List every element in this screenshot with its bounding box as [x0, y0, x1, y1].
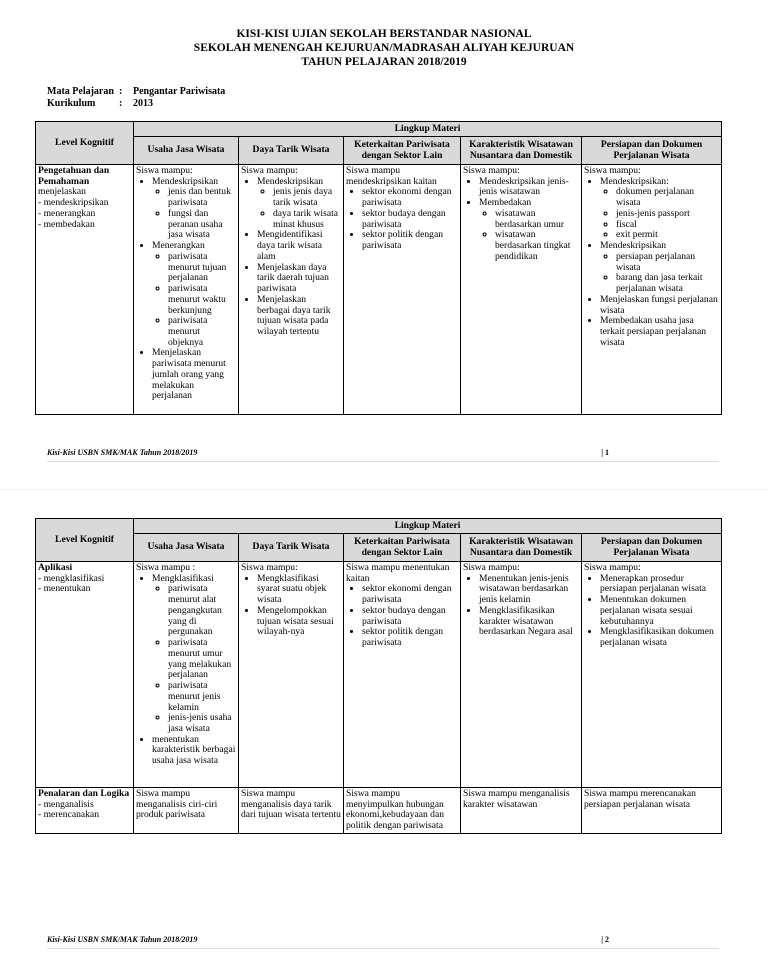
item-text: Menerangkan	[152, 240, 205, 252]
cell-usaha-jasa	[134, 165, 239, 415]
header-karakteristik: Karakteristik Wisatawan Nusantara dan Domestik	[461, 534, 582, 562]
cell-intro: Siswa mampu:	[463, 165, 520, 176]
page-number: | 2	[601, 935, 609, 944]
list-item: • Menentukan jenis-jenis wisatawan berdasarkan jenis kelamin	[479, 574, 579, 606]
subject-info	[47, 86, 225, 110]
cell-daya-tarik	[239, 562, 344, 788]
level-title: Penalaran dan Logika	[38, 788, 130, 799]
title-line-3: TAHUN PELAJARAN 2018/2019	[301, 56, 467, 68]
list-item: • Mengklasifikasikan karakter wisatawan berdasarkan Negara asal	[479, 606, 579, 638]
level-item: - mendeskripsikan	[38, 197, 109, 209]
list-item: • Membedakan usaha jasa terkait persiapan perjalanan wisata	[600, 316, 719, 348]
list-item: • menentukan karakteristik berbagai usaha jasa wisata	[152, 735, 236, 767]
header-level-kognitif: Level Kognitif	[36, 519, 134, 562]
cell-intro: Siswa mampu:	[241, 562, 298, 573]
cell-karakteristik	[461, 562, 582, 788]
cell-keterkaitan: Siswa mampu menyimpulkan hubungan ekonomi,kebudayaan dan politik dengan pariwisata	[344, 788, 461, 834]
list-item: ◦ persiapan perjalanan wisata	[616, 252, 719, 273]
list-item: • sektor budaya dengan pariwisata	[362, 606, 458, 627]
cell-karakteristik: Siswa mampu menganalisis karakter wisatawan	[461, 788, 582, 834]
list-item: ◦ daya tarik wisata minat khusus	[273, 209, 341, 230]
level-cell	[36, 165, 134, 415]
list-item: ◦ pariwisata menurut umur yang melakukan perjalanan	[168, 638, 236, 681]
list-item: ◦ wisatawan berdasarkan umur	[495, 209, 579, 230]
list-item: ◦ jenis jenis daya tarik wisata	[273, 187, 341, 208]
header-keterkaitan: Keterkaitan Pariwisata dengan Sektor Lain	[344, 534, 461, 562]
cell-karakteristik	[461, 165, 582, 415]
item-text: Mendeskripsikan	[152, 175, 219, 187]
list-item: ◦ pariwisata menurut waktu berkunjung	[168, 284, 236, 316]
header-usaha-jasa: Usaha Jasa Wisata	[134, 534, 239, 562]
cell-keterkaitan	[344, 165, 461, 415]
cell-daya-tarik	[239, 165, 344, 415]
item-text: Mendeskripsikan	[600, 240, 667, 252]
header-level-kognitif: Level Kognitif	[36, 122, 134, 165]
list-item: • sektor politik dengan pariwisata	[362, 627, 458, 648]
cell-intro: Siswa mampu :	[136, 562, 196, 573]
list-item: • Mendeskripsikan jenis-jenis wisatawan	[479, 177, 579, 198]
level-item: - menerangkan	[38, 207, 96, 219]
list-item: ◦ pariwisata menurut tujuan perjalanan	[168, 252, 236, 284]
list-item: • Menjelaskan pariwisata menurut jumlah orang yang melakukan perjalanan	[152, 348, 236, 402]
header-daya-tarik: Daya Tarik Wisata	[239, 534, 344, 562]
header-karakteristik: Karakteristik Wisatawan Nusantara dan Domestik	[461, 137, 582, 165]
list-item: ◦ dokumen perjalanan wisata	[616, 187, 719, 208]
list-item: ◦ jenis-jenis usaha jasa wisata	[168, 713, 236, 734]
list-item: • Menjelaskan berbagai daya tarik tujuan wisata pada wilayah tertentu	[257, 295, 341, 338]
level-item: - menganalisis	[38, 798, 94, 810]
list-item: ◦ pariwisata menurut objeknya	[168, 316, 236, 348]
list-item: • sektor ekonomi dengan pariwisata	[362, 187, 458, 208]
header-lingkup-materi: Lingkup Materi	[134, 519, 722, 534]
cell-usaha-jasa	[134, 562, 239, 788]
cell-intro: Siswa mampu menentukan kaitan	[346, 562, 450, 584]
list-item: • Menerapkan prosedur persiapan perjalanan wisata	[600, 574, 719, 595]
list-item: ◦ pariwisata menurut alat pengangkutan yang di pergunakan	[168, 584, 236, 638]
cell-intro: Siswa mampu:	[241, 165, 298, 176]
header-usaha-jasa: Usaha Jasa Wisata	[134, 137, 239, 165]
grid-table-page-2	[35, 518, 722, 834]
subject-value: Pengantar Pariwisata	[133, 86, 226, 97]
list-item: ◦ jenis-jenis passport	[616, 209, 719, 220]
level-sub: menjelaskan	[38, 186, 86, 198]
cell-intro: Siswa mampu:	[584, 165, 641, 176]
list-item	[600, 177, 719, 241]
title-line-1: KISI-KISI UJIAN SEKOLAH BERSTANDAR NASIONAL	[236, 28, 532, 40]
cell-persiapan	[582, 165, 722, 415]
list-item: • Mengelompokkan tujuan wisata sesuai wilayah-nya	[257, 606, 341, 638]
list-item: • Mengklasifikasi syarat suatu objek wisata	[257, 574, 341, 606]
list-item: • Mengidentifikasi daya tarik wisata alam	[257, 230, 341, 262]
page-number: | 1	[601, 448, 609, 457]
list-item	[479, 198, 579, 262]
cell-persiapan: Siswa mampu merencanakan persiapan perjalanan wisata	[582, 788, 722, 834]
footer-page-2	[47, 936, 719, 949]
curriculum-label: Kurikulum	[47, 98, 96, 109]
list-item: • sektor budaya dengan pariwisata	[362, 209, 458, 230]
footer-page-1	[47, 449, 719, 462]
list-item	[257, 177, 341, 231]
level-title: Aplikasi	[38, 562, 73, 573]
list-item	[152, 574, 236, 735]
item-text: Mengklasifikasi	[152, 572, 214, 584]
cell-usaha-jasa: Siswa mampu menganalisis ciri-ciri produk pariwisata	[134, 788, 239, 834]
subject-label: Mata Pelajaran	[47, 86, 114, 97]
cell-intro: Siswa mampu:	[463, 562, 520, 573]
footer-text: Kisi-Kisi USBN SMK/MAK Tahun 2018/2019	[47, 935, 198, 944]
title-line-2: SEKOLAH MENENGAH KEJURUAN/MADRASAH ALIYAH KEJURUAN	[193, 42, 575, 54]
list-item: • sektor politik dengan pariwisata	[362, 230, 458, 251]
header-lingkup-materi: Lingkup Materi	[134, 122, 722, 137]
list-item: ◦ fiscal	[616, 220, 719, 231]
list-item: ◦ pariwisata menurut jenis kelamin	[168, 681, 236, 713]
item-text: Mendeskripsikan	[257, 175, 324, 187]
list-item: • Mengklasifikasikan dokumen perjalanan wisata	[600, 627, 719, 648]
list-item: • sektor ekonomi dengan pariwisata	[362, 584, 458, 605]
header-daya-tarik: Daya Tarik Wisata	[239, 137, 344, 165]
cell-keterkaitan	[344, 562, 461, 788]
header-persiapan: Persiapan dan Dokumen Perjalanan Wisata	[582, 137, 722, 165]
level-title: Pengetahuan dan Pemahaman	[38, 165, 110, 187]
list-item	[152, 241, 236, 348]
level-item: - menentukan	[38, 583, 91, 595]
list-item: • Menjelaskan daya tarik daerah tujuan pariwisata	[257, 263, 341, 295]
level-cell	[36, 562, 134, 788]
document-title	[0, 27, 768, 69]
separator: :	[119, 98, 123, 109]
cell-intro: Siswa mampu:	[136, 165, 193, 176]
list-item: • Menjelaskan fungsi perjalanan wisata	[600, 295, 719, 316]
level-item: - merencanakan	[38, 809, 99, 821]
separator: :	[119, 86, 123, 97]
cell-daya-tarik: Siswa mampu menganalisis daya tarik dari tujuan wisata tertentu	[239, 788, 344, 834]
list-item: ◦ barang dan jasa terkait perjalanan wisata	[616, 273, 719, 294]
list-item: ◦ jenis dan bentuk pariwisata	[168, 187, 236, 208]
header-keterkaitan: Keterkaitan Pariwisata dengan Sektor Lain	[344, 137, 461, 165]
item-text: Mendeskripsikan:	[600, 175, 669, 187]
list-item	[152, 177, 236, 241]
page-divider	[0, 489, 768, 490]
list-item: ◦ exit permit	[616, 230, 719, 241]
header-persiapan: Persiapan dan Dokumen Perjalanan Wisata	[582, 534, 722, 562]
cell-persiapan	[582, 562, 722, 788]
level-item: - mengklasifikasi	[38, 572, 105, 584]
grid-table-page-1	[35, 121, 722, 415]
list-item: ◦ wisatawan berdasarkan tingkat pendidikan	[495, 230, 579, 262]
level-item: - membedakan	[38, 218, 95, 230]
level-cell	[36, 788, 134, 834]
list-item	[600, 241, 719, 295]
cell-intro: Siswa mampu:	[584, 562, 641, 573]
curriculum-value: 2013	[133, 98, 153, 109]
footer-text: Kisi-Kisi USBN SMK/MAK Tahun 2018/2019	[47, 448, 198, 457]
cell-intro: Siswa mampu mendeskripsikan kaitan	[346, 165, 437, 187]
list-item: • Menentukan dokumen perjalanan wisata sesuai kebutuhannya	[600, 595, 719, 627]
list-item: ◦ fungsi dan peranan usaha jasa wisata	[168, 209, 236, 241]
item-text: Membedakan	[479, 197, 532, 209]
